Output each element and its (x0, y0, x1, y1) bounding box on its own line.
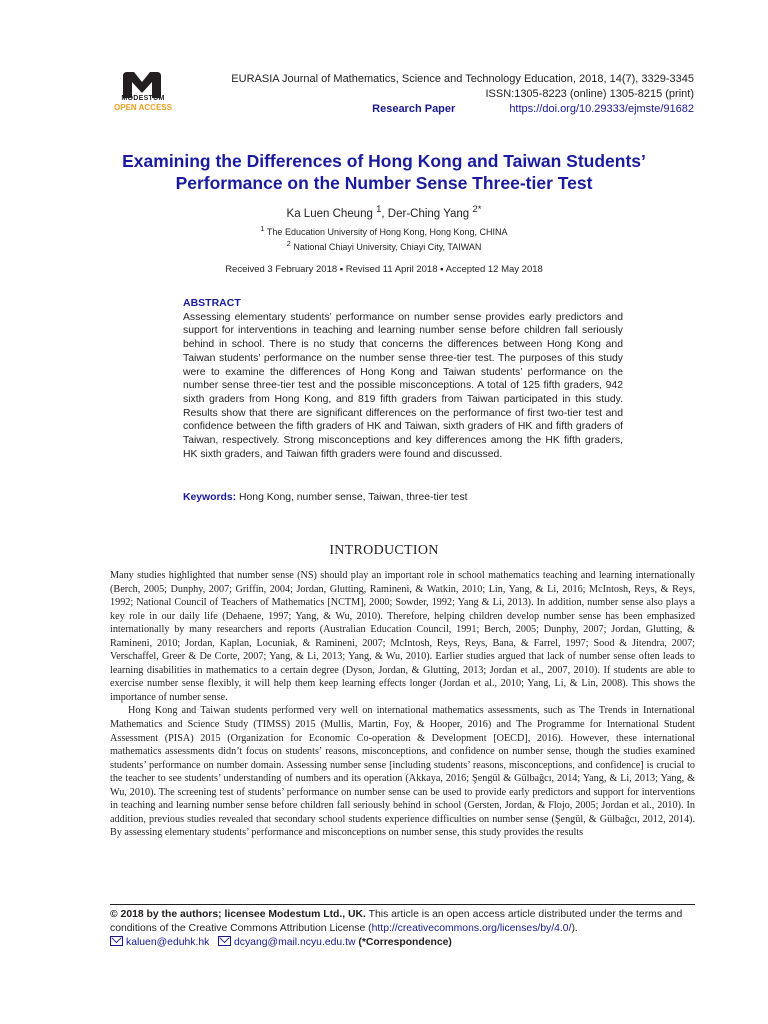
abstract-text: Assessing elementary students’ performance on number sense provides early predictors and support for interventions in teaching and learning number sense before children fall seriously behind in school. There is no study that concerns the differences between Hong Kong and Taiwan students’ performance on the number sense three-tier test. The purposes of this study were to examine the differences of Hong Kong and Taiwan students’ performance on the number sense three-tier test and the possible misconceptions. A total of 125 fifth graders, 942 sixth graders from Hong Kong, and 819 fifth graders from Taiwan participated in this study. Results show that there are significant differences on the performance of first two-tier test and confidence between the fifth graders of HK and Taiwan, sixth graders of HK and fifth graders of Taiwan, respectively. Strong misconceptions and key differences among the HK fifth graders, HK sixth graders, and Taiwan fifth graders were found and discussed. (183, 311, 623, 460)
journal-header (231, 72, 694, 117)
paper-title (60, 150, 708, 194)
keywords-text: Hong Kong, number sense, Taiwan, three-tier test (236, 492, 468, 503)
license-link[interactable]: http://creativecommons.org/licenses/by/4.0/ (371, 923, 572, 934)
keywords-label: Keywords: (183, 492, 237, 503)
paper-type: Research Paper (372, 103, 456, 115)
doi-link[interactable]: https://doi.org/10.29333/ejmste/91682 (509, 103, 694, 115)
authors (0, 204, 768, 220)
footer-divider (110, 904, 695, 905)
copyright: © 2018 by the authors; licensee Modestum Ltd., UK. (110, 909, 366, 920)
correspondence-note: (*Correspondence) (358, 937, 452, 948)
mail-icon (110, 936, 123, 946)
introduction-body (110, 569, 695, 840)
license-footer (110, 908, 695, 950)
journal-citation: EURASIA Journal of Mathematics, Science and Technology Education, 2018, 14(7), 3329-3345 (231, 73, 694, 85)
author-1-affil: 1 (376, 204, 382, 215)
paragraph-1: Many studies highlighted that number sense (NS) should play an important role in school mathematics teaching and learning internationally (Berch, 2005; Dunphy, 2007; Griffin, 2004; Jordan, Glutting, Ramineni, & Watkin, 2010; Lin, Yang, & Li, 2016; McIntosh, Reys, & Reys, 1992; National Council of Teachers of Mathematics [NCTM], 2000; Sowder, 1992; Yang & Li, 2013). In addition, number sense also plays a key role in our daily life (Dehaene, 1997; Yang, & Wu, 2010). Therefore, helping children develop number sense has been emphasized internationally by many researchers and reports (Australian Education Council, 1991; Berch, 2005; Dunphy, 2007; Jordan, Glutting, & Ramineni, 2010; Jordan, Kaplan, Locuniak, & Ramineni, 2007; McIntosh, Reys, Reys, Bana, & Farrel, 1997; Sood & Jitendra, 2007; Verschaffel, Greer & De Corte, 2007; Yang, & Li, 2013; Yang, & Wu, 2010). Earlier studies argued that lack of number sense often leads to learning disabilities in mathematics to a certain degree (Dyson, Jordan, & Glutting, 2013; Jordan et al., 2007, 2010). If students are able to exercise number sense flexibly, it will help them keep learning effects longer (Jordan et al., 2010; Yang, Li, & Lin, 2008). This shows the importance of number sense. (110, 570, 695, 703)
affil-1-marker: 1 (260, 224, 265, 233)
license-text: This article is an open access article distributed under the terms and conditions of the Creative Commons Attribution License ( (110, 909, 683, 934)
affil-2-marker: 2 (286, 239, 291, 248)
title-line-1: Examining the Differences of Hong Kong and Taiwan Students’ (122, 151, 646, 171)
open-access-label: OPEN ACCESS (114, 103, 172, 112)
author-1: Ka Luen Cheung (286, 207, 377, 220)
paragraph-2: Hong Kong and Taiwan students performed very well on international mathematics assessments, such as The Trends in International Mathematics and Science Study (TIMSS) 2015 (Mullis, Martin, Foy, & Hooper, 2016) and The Programme for International Student Assessment (PISA) 2015 (Organization for Economic Co-operation & Development [OECD], 2016). However, these international mathematics assessments didn’t focus on students’ reasons, misconceptions, and confidence on number sense, though the studies examined students’ performance on number domain. Assessing number sense [including students’ reasons, misconceptions, and confidence] is crucial to the teacher to see students’ understanding of numbers and its operation (Akkaya, 2016; Şengül & Gülbağcı, 2014; Yang, & Li, 2013; Yang, & Wu, 2010). The screening test of students’ performance on number sense can be used to provide early predictors and support for interventions in teaching and learning number sense before children fall seriously behind in school (Gersten, Jordan, & Flojo, 2005; Jordan et al., 2010). In addition, previous studies revealed that secondary school students experience difficulties on number sense (Şengül, & Gülbağcı, 2012, 2014). By assessing elementary students’ performance and misconceptions on number sense, this study provides the results (110, 705, 695, 839)
title-line-2: Performance on the Number Sense Three-tier Test (175, 173, 593, 193)
license-end: ). (571, 923, 578, 934)
submission-dates: Received 3 February 2018 ▪ Revised 11 April 2018 ▪ Accepted 12 May 2018 (225, 264, 543, 275)
email-2[interactable]: dcyang@mail.ncyu.edu.tw (234, 937, 356, 948)
abstract-heading: ABSTRACT (183, 297, 241, 309)
author-2: Der-Ching Yang (387, 207, 473, 220)
mail-icon (218, 936, 231, 946)
affil-2: National Chiayi University, Chiayi City, TAIWAN (290, 242, 482, 252)
introduction-heading: INTRODUCTION (329, 543, 439, 558)
affiliations (0, 223, 768, 253)
email-1[interactable]: kaluen@eduhk.hk (126, 937, 210, 948)
author-2-affil: 2* (472, 204, 482, 215)
keywords (183, 492, 623, 503)
author-separator: , (381, 207, 388, 220)
logo-name: MODESTUM (121, 95, 165, 102)
affil-1: The Education University of Hong Kong, Hong Kong, CHINA (264, 227, 508, 237)
modestum-logo (107, 72, 179, 114)
abstract (183, 297, 623, 461)
journal-issn: ISSN:1305-8223 (online) 1305-8215 (print) (485, 88, 694, 100)
